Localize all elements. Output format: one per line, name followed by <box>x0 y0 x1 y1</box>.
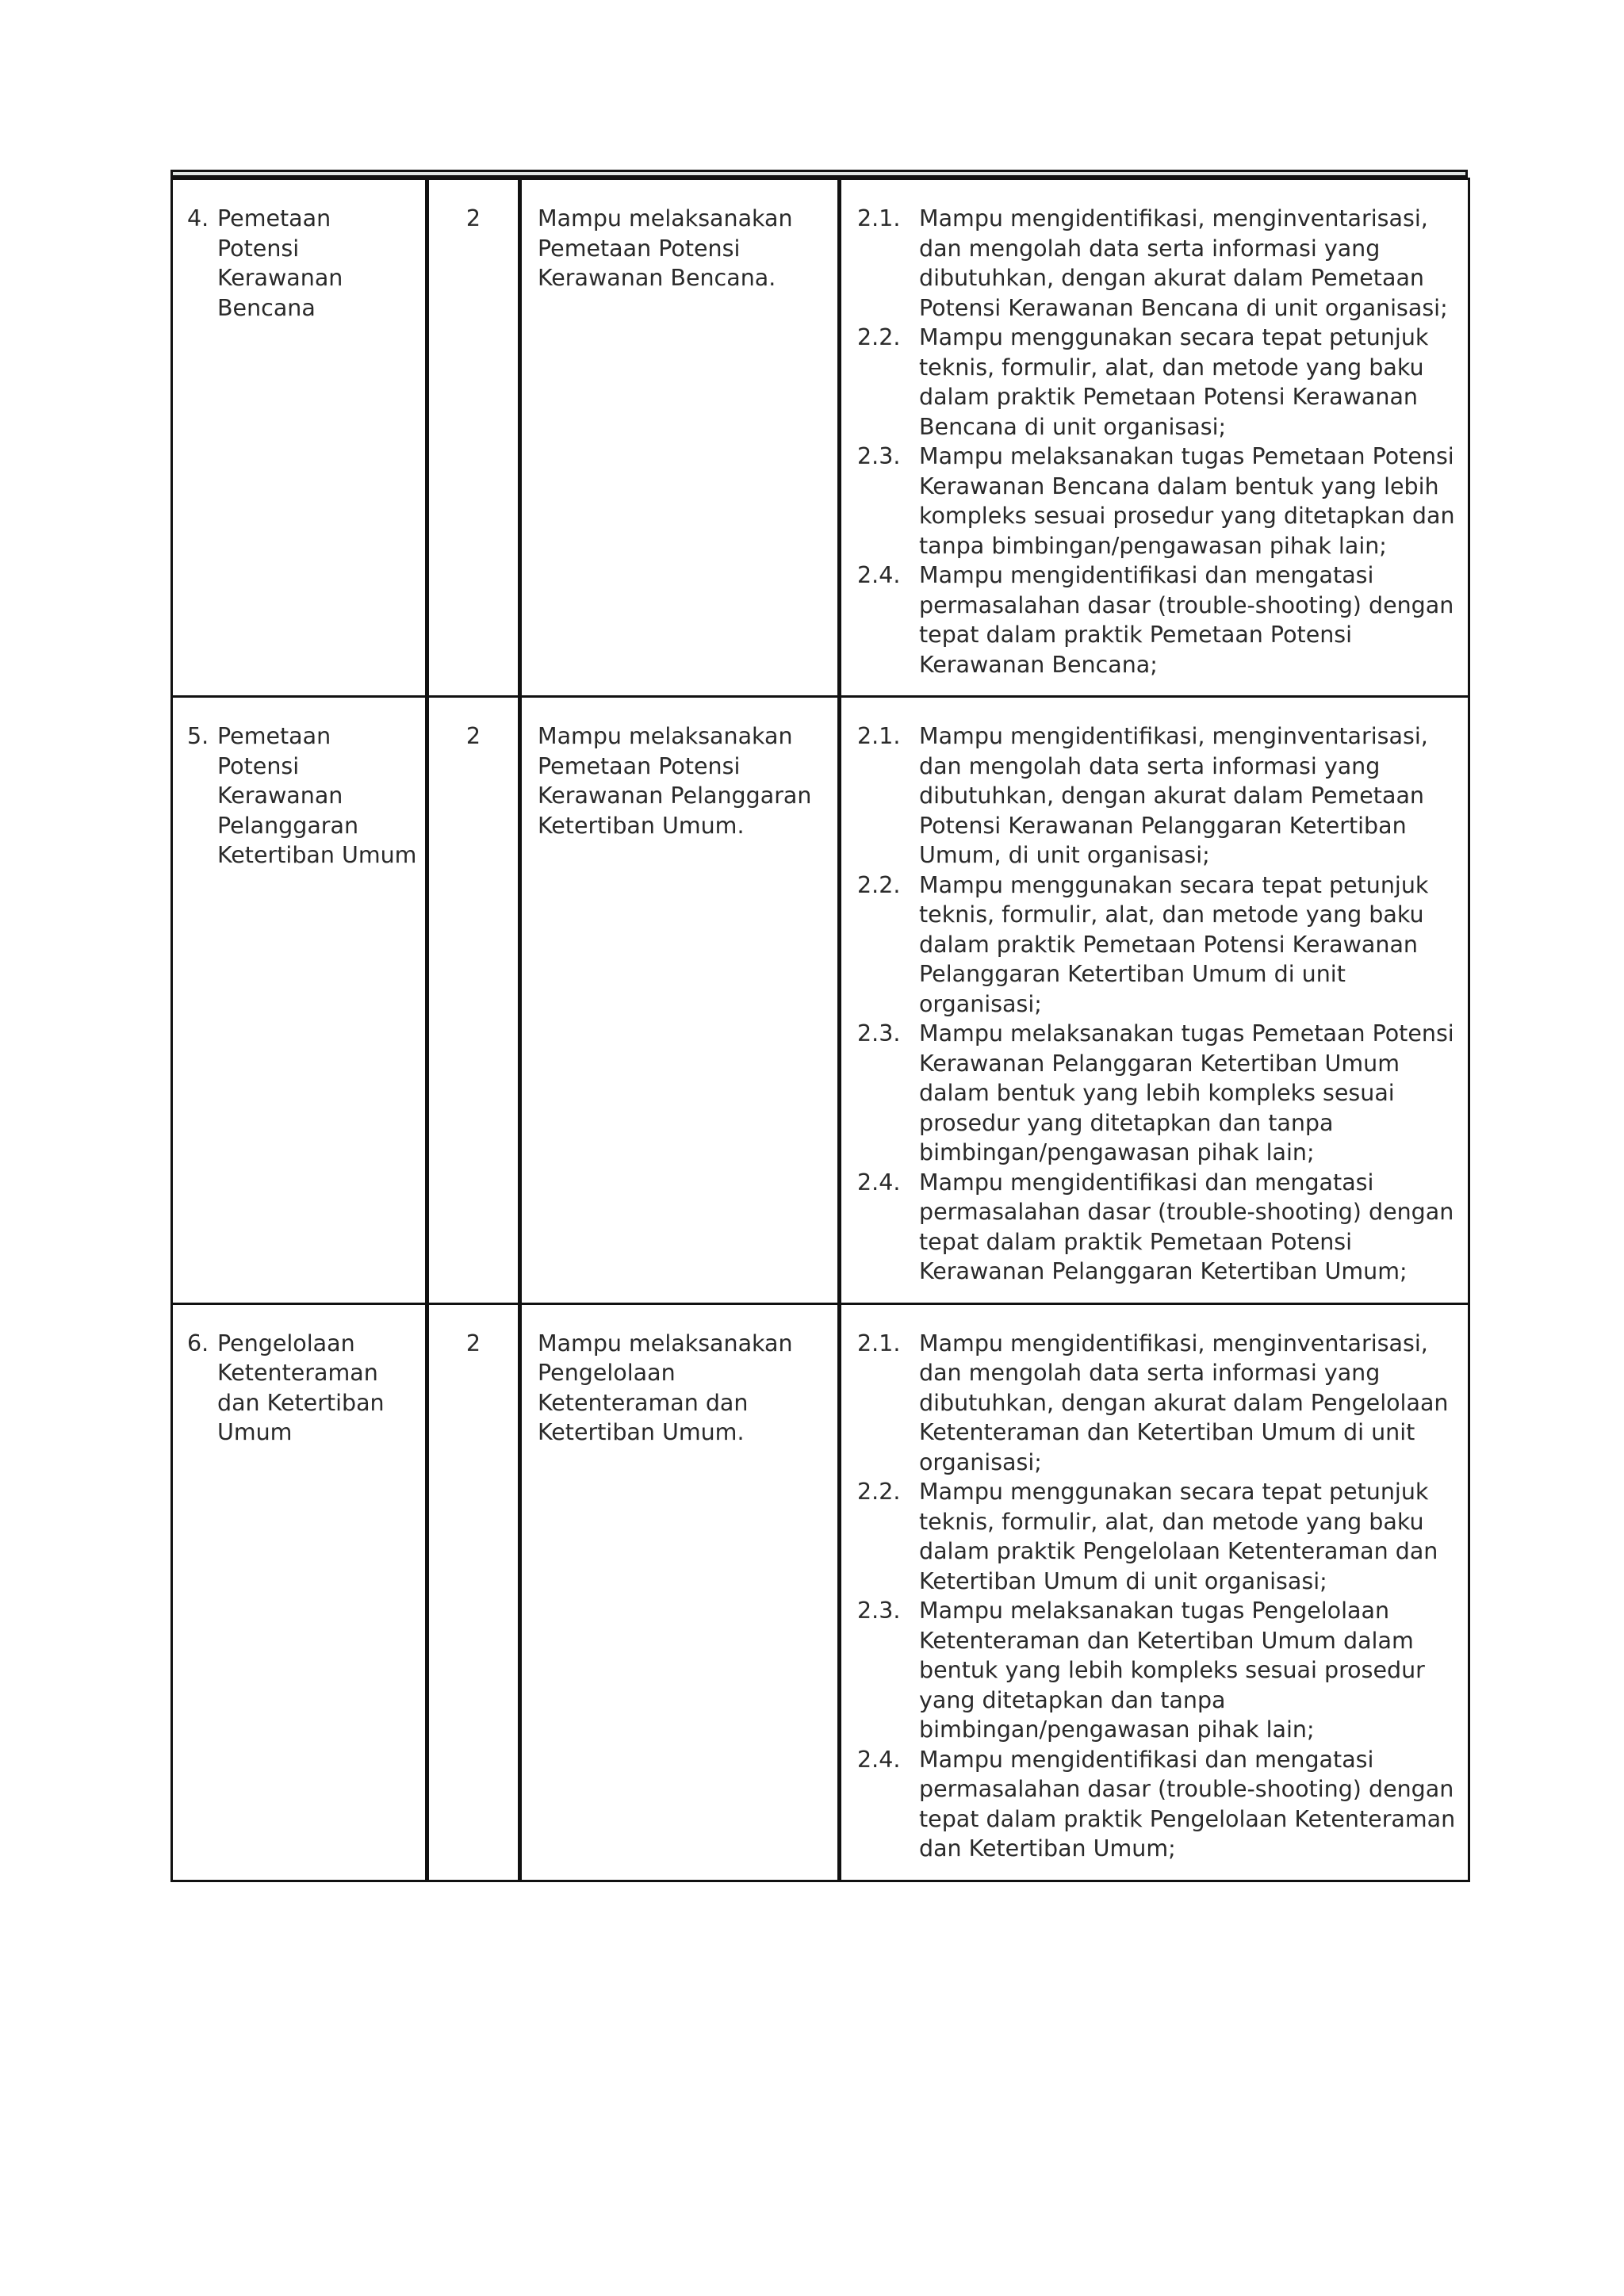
indicator-text: Mampu melaksanakan tugas Pemetaan Potensi Kerawanan Pelanggaran Ketertiban Umum dalam bentuk yang lebih kompleks sesuai prosedur yang ditetapkan dan tanpa bimbingan/pengawasan pihak lain; <box>919 1020 1454 1165</box>
indicator-text: Mampu menggunakan secara tepat petunjuk teknis, formulir, alat, dan metode yang baku dalam praktik Pengelolaan Ketenteraman dan Ketertiban Umum di unit organisasi; <box>919 1479 1438 1594</box>
indicator-number: 2.4. <box>857 1169 901 1196</box>
competency-description: Mampu melaksanakan Pemetaan Potensi Kerawanan Pelanggaran Ketertiban Umum. <box>538 723 812 839</box>
indicator-text: Mampu menggunakan secara tepat petunjuk teknis, formulir, alat, dan metode yang baku dalam praktik Pemetaan Potensi Kerawanan Pelanggaran Ketertiban Umum di unit organisasi; <box>919 871 1429 1017</box>
indicator-text: Mampu mengidentifikasi, menginventarisasi, dan mengolah data serta informasi yang dibutuhkan, dengan akurat dalam Pemetaan Potensi Kerawanan Bencana di unit organisasi; <box>919 205 1448 321</box>
competency-description: Mampu melaksanakan Pengelolaan Ketenteraman dan Ketertiban Umum. <box>538 1330 793 1445</box>
indicator-text: Mampu mengidentifikasi dan mengatasi permasalahan dasar (trouble-shooting) dengan tepat dalam praktik Pemetaan Potensi Kerawanan Bencana; <box>919 562 1454 678</box>
indicator-cell <box>840 1303 1469 1881</box>
competency-name-cell <box>172 1303 427 1881</box>
competency-level: 2 <box>465 1330 481 1357</box>
competency-table-wrapper <box>170 170 1468 1882</box>
indicator-text: Mampu menggunakan secara tepat petunjuk teknis, formulir, alat, dan metode yang baku dalam praktik Pemetaan Potensi Kerawanan Bencana di unit organisasi; <box>919 324 1429 440</box>
description-cell <box>520 697 840 1304</box>
competency-name-cell <box>172 179 427 697</box>
indicator-text: Mampu melaksanakan tugas Pengelolaan Ketenteraman dan Ketertiban Umum dalam bentuk yang lebih kompleks sesuai prosedur yang ditetapkan dan tanpa bimbingan/pengawasan pihak lain; <box>919 1598 1425 1743</box>
indicator-number: 2.1. <box>857 723 901 749</box>
level-cell <box>427 697 520 1304</box>
competency-description: Mampu melaksanakan Pemetaan Potensi Kerawanan Bencana. <box>538 205 793 291</box>
indicator-text: Mampu mengidentifikasi dan mengatasi permasalahan dasar (trouble-shooting) dengan tepat dalam praktik Pemetaan Potensi Kerawanan Pelanggaran Ketertiban Umum; <box>919 1169 1454 1284</box>
indicator-item <box>857 1477 1457 1596</box>
competency-number: 4. <box>187 205 209 232</box>
competency-table <box>170 178 1470 1882</box>
indicator-item <box>857 1329 1457 1478</box>
indicator-number: 2.4. <box>857 562 901 588</box>
indicator-number: 2.3. <box>857 443 901 469</box>
table-row <box>172 697 1469 1304</box>
competency-name: Pemetaan Potensi Kerawanan Bencana <box>217 205 343 321</box>
indicator-item <box>857 204 1457 323</box>
indicator-item <box>857 323 1457 442</box>
level-cell <box>427 1303 520 1881</box>
description-cell <box>520 1303 840 1881</box>
indicator-number: 2.2. <box>857 324 901 350</box>
indicator-text: Mampu mengidentifikasi, menginventarisasi, dan mengolah data serta informasi yang dibutuhkan, dengan akurat dalam Pengelolaan Ketenteraman dan Ketertiban Umum di unit organisasi; <box>919 1330 1449 1475</box>
competency-name: Pengelolaan Ketenteraman dan Ketertiban Umum <box>217 1330 385 1445</box>
competency-level: 2 <box>465 723 481 749</box>
indicator-number: 2.2. <box>857 1479 901 1505</box>
description-cell <box>520 179 840 697</box>
indicator-number: 2.3. <box>857 1598 901 1624</box>
competency-level: 2 <box>465 205 481 232</box>
indicator-cell <box>840 697 1469 1304</box>
competency-name-cell <box>172 697 427 1304</box>
level-cell <box>427 179 520 697</box>
indicator-number: 2.1. <box>857 1330 901 1357</box>
indicator-text: Mampu mengidentifikasi, menginventarisasi, dan mengolah data serta informasi yang dibutuhkan, dengan akurat dalam Pemetaan Potensi Kerawanan Pelanggaran Ketertiban Umum, di unit organisasi; <box>919 723 1428 868</box>
table-row <box>172 179 1469 697</box>
indicator-item <box>857 442 1457 561</box>
competency-name: Pemetaan Potensi Kerawanan Pelanggaran Ketertiban Umum <box>217 723 417 868</box>
indicator-item <box>857 721 1457 871</box>
indicator-item <box>857 1745 1457 1864</box>
competency-number: 6. <box>187 1330 209 1357</box>
indicator-number: 2.4. <box>857 1746 901 1773</box>
table-row <box>172 1303 1469 1881</box>
indicator-item <box>857 871 1457 1020</box>
indicator-number: 2.1. <box>857 205 901 232</box>
indicator-number: 2.2. <box>857 871 901 898</box>
indicator-number: 2.3. <box>857 1020 901 1047</box>
competency-number: 5. <box>187 723 209 749</box>
indicator-item <box>857 561 1457 679</box>
indicator-item <box>857 1168 1457 1287</box>
indicator-cell <box>840 179 1469 697</box>
indicator-text: Mampu melaksanakan tugas Pemetaan Potensi Kerawanan Bencana dalam bentuk yang lebih kompleks sesuai prosedur yang ditetapkan dan tanpa bimbingan/pengawasan pihak lain; <box>919 443 1455 559</box>
indicator-item <box>857 1596 1457 1745</box>
indicator-text: Mampu mengidentifikasi dan mengatasi permasalahan dasar (trouble-shooting) dengan tepat dalam praktik Pengelolaan Ketenteraman dan Ketertiban Umum; <box>919 1746 1456 1862</box>
table-header-band <box>170 170 1468 178</box>
indicator-item <box>857 1019 1457 1168</box>
